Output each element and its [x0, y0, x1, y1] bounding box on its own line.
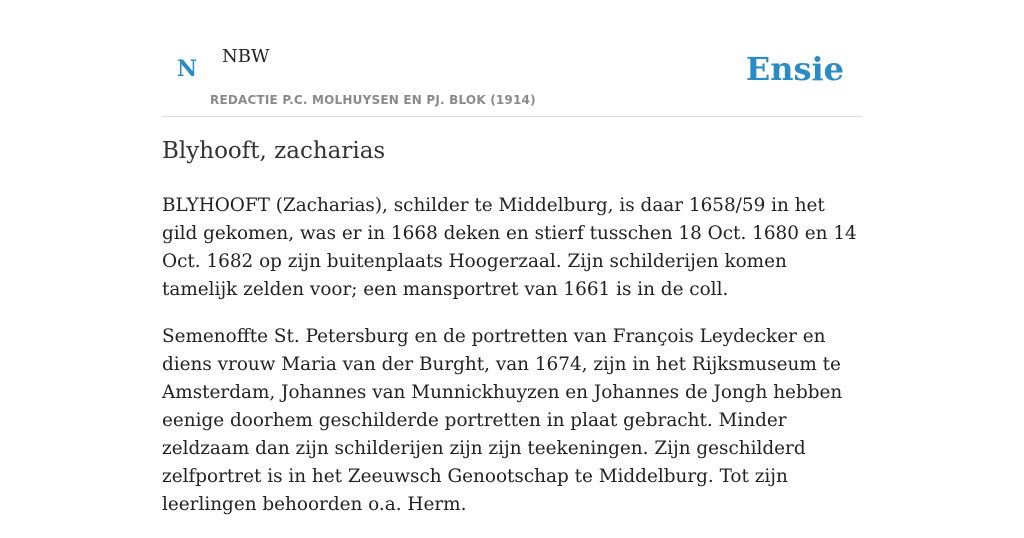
work-title[interactable]: NBW: [222, 46, 270, 67]
entry-title: Blyhooft, zacharias: [162, 138, 386, 164]
ensie-logo[interactable]: Ensie: [745, 50, 844, 88]
entry-body: [162, 192, 862, 538]
work-logo[interactable]: N: [177, 56, 198, 82]
editors-subtitle: REDACTIE P.C. MOLHUYSEN EN PJ. BLOK (1914): [210, 93, 536, 107]
page: [162, 0, 862, 515]
entry-paragraph: BLYHOOFT (Zacharias), schilder te Middelburg, is daar 1658/59 in het gild gekomen, was er in 1668 deken en stierf tusschen 18 Oct. 1680 en 14 Oct. 1682 op zijn buitenplaats Hoogerzaal. Zijn schilderijen komen tamelijk zelden voor; een mansportret van 1661 is in de coll.: [162, 195, 857, 300]
entry-paragraph: Semenoffte St. Petersburg en de portretten van François Leydecker en diens vrouw Maria van der Burght, van 1674, zijn in het Rijksmuseum te Amsterdam, Johannes van Munnickhuyzen en Johannes de Jongh hebben eenige doorhem geschilderde portretten in plaat gebracht. Minder zeldzaam dan zijn schilderijen zijn zijn teekeningen. Zijn geschilderd zelfportret is in het Zeeuwsch Genootschap te Middelburg. Tot zijn leerlingen behoorden o.a. Herm.: [162, 326, 843, 515]
header: [162, 0, 862, 117]
